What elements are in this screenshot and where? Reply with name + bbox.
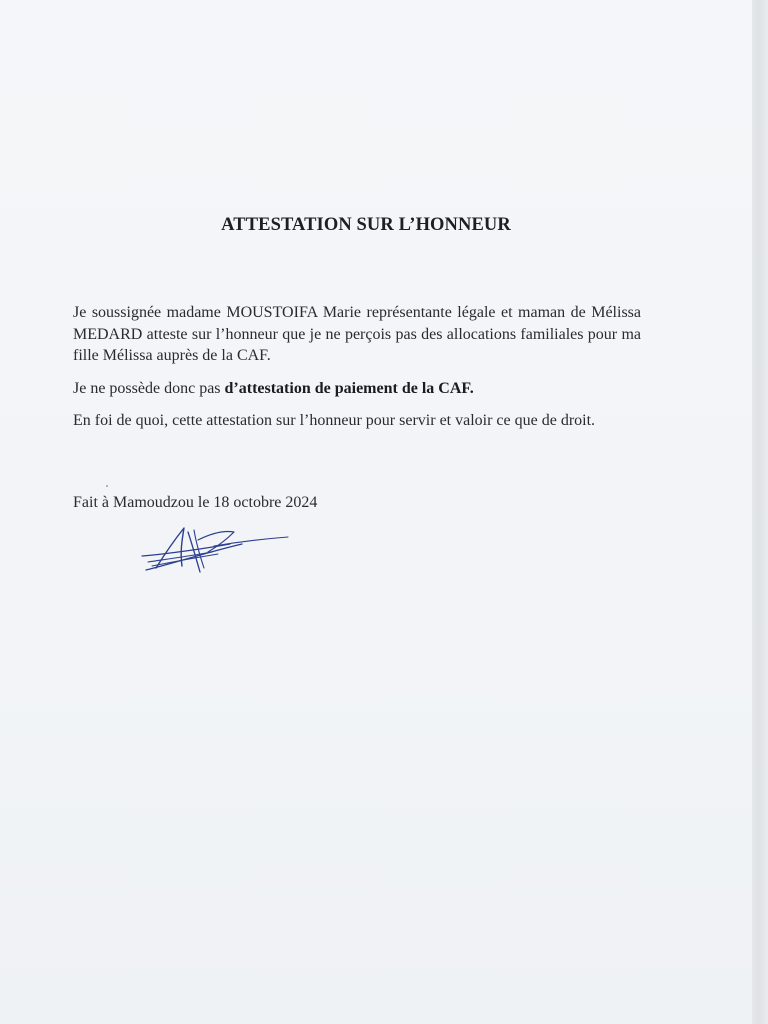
place-date-line: Fait à Mamoudzou le 18 octobre 2024 — [73, 494, 318, 511]
paragraph-no-attestation-bold: d’attestation de paiement de la CAF. — [224, 379, 474, 397]
scanner-edge — [752, 0, 768, 1024]
paragraph-no-attestation-text: Je ne possède donc pas — [73, 379, 225, 397]
signature-icon — [138, 522, 290, 578]
paragraph-closing: En foi de quoi, cette attestation sur l’honneur pour servir et valoir ce que de droit. — [73, 412, 596, 429]
paper-speck — [106, 485, 108, 487]
paragraph-no-attestation — [73, 378, 641, 400]
paragraph-declaration: Je soussignée madame MOUSTOIFA Marie représentante légale et maman de Mélissa MEDARD atteste sur l’honneur que je ne perçois pas des allocations familiales pour ma fille Mélissa auprès de la CAF. — [73, 304, 641, 364]
document-body — [73, 302, 641, 443]
document-title: ATTESTATION SUR L’HONNEUR — [221, 215, 511, 235]
